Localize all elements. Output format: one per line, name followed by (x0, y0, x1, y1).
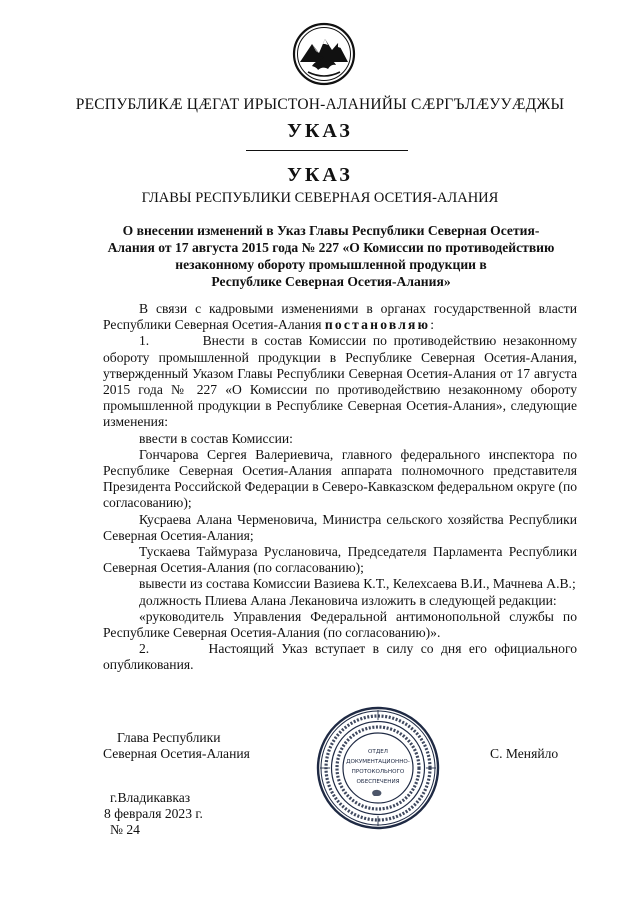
decree-keyword: постановляю (324, 317, 431, 333)
signer-name: С. Меняйло (490, 746, 559, 761)
remove-members-paragraph: вывести из состава Комиссии Вазиева К.Т., Келехсаева В.И., Мачнева А.В.; (139, 576, 576, 592)
item-1-number: 1. (139, 333, 150, 349)
official-seal (316, 706, 440, 830)
ukaz-heading-russian: УКАЗ (287, 164, 353, 186)
add-member-goncharov: Гончарова Сергея Валериевича, главного федерального инспектора по Республике Северная Осетия-Алания аппарата полномочного представителя Президента Российской Федерации в Северо-Кавказском федеральном округе (по согласованию); (103, 446, 578, 511)
seal-text-line: ПРОТОКОЛЬНОГО (351, 769, 405, 775)
head-subtitle: ГЛАВЫ РЕСПУБЛИКИ СЕВЕРНАЯ ОСЕТИЯ-АЛАНИЯ (141, 190, 499, 206)
add-heading: ввести в состав Комиссии: (139, 430, 293, 446)
item-1-paragraph (103, 333, 577, 430)
decree-body (103, 301, 577, 674)
ukaz-heading-ossetian: УКАЗ (287, 120, 353, 142)
coat-of-arms-emblem (292, 22, 356, 86)
issue-date: 8 февраля 2023 г. (104, 806, 203, 821)
item-2-number: 2. (139, 641, 150, 657)
seal-text-line: ОТДЕЛ (368, 749, 388, 755)
issue-place: г.Владикавказ (110, 790, 191, 805)
document-title (96, 222, 566, 290)
republic-header: РЕСПУБЛИКÆ ЦÆГАТ ИРЫСТОН-АЛАНИЙЫ СÆРГЪЛÆУУÆДЖЫ (75, 96, 565, 113)
seal-text-line: ДОКУМЕНТАЦИОННО- (346, 759, 410, 765)
document-title-line: О внесении изменений в Указ Главы Республики Северная Осетия- (122, 223, 540, 238)
document-title-line: Республике Северная Осетия-Алания» (211, 274, 451, 289)
item-1-text: Внести в состав Комиссии по противодействию незаконному обороту промышленной продукции в Республике Северная Осетия-Алания, утвержденный Указом Главы Республики Северная Осетия-Алания от 17 августа 2015 года № 227 «О Комиссии по противодействию незаконному обороту промышленной продукции в Республике Северная Осетия-Алания», следующие изменения: (103, 333, 577, 430)
issue-details (104, 790, 203, 838)
add-member-tuskaev: Тускаева Таймураза Руслановича, Председателя Парламента Республики Северная Осетия-Алания (по согласованию); (103, 544, 577, 576)
intro-text: В связи с кадровыми изменениями в органах государственной власти Республики Северная Осетия-Алания (103, 301, 577, 333)
signatory-title (103, 730, 250, 762)
position-new-wording: «руководитель Управления Федеральной антимонопольной службы по Республике Северная Осетия-Алания (по согласованию)». (103, 608, 577, 641)
intro-paragraph (103, 301, 577, 333)
decree-number: № 24 (110, 822, 140, 837)
document-title-line: незаконному обороту промышленной продукции в (175, 257, 487, 272)
add-member-kusraev: Кусраева Алана Черменовича, Министра сельского хозяйства Республики Северная Осетия-Алания; (103, 511, 577, 543)
intro-end: : (430, 317, 434, 333)
seal-text-line: ОБЕСПЕЧЕНИЯ (356, 779, 400, 785)
signatory-title-line: Северная Осетия-Алания (103, 746, 250, 761)
item-2-text: Настоящий Указ вступает в силу со дня его официального опубликования. (103, 641, 578, 673)
item-2-paragraph (103, 641, 577, 673)
document-title-line: Алания от 17 августа 2015 года № 227 «О Комиссии по противодействию (107, 240, 555, 255)
header-divider (246, 150, 408, 151)
signatory-title-line: Глава Республики (117, 730, 221, 745)
position-change-paragraph: должность Плиева Алана Лекановича изложить в следующей редакции: (139, 592, 557, 608)
